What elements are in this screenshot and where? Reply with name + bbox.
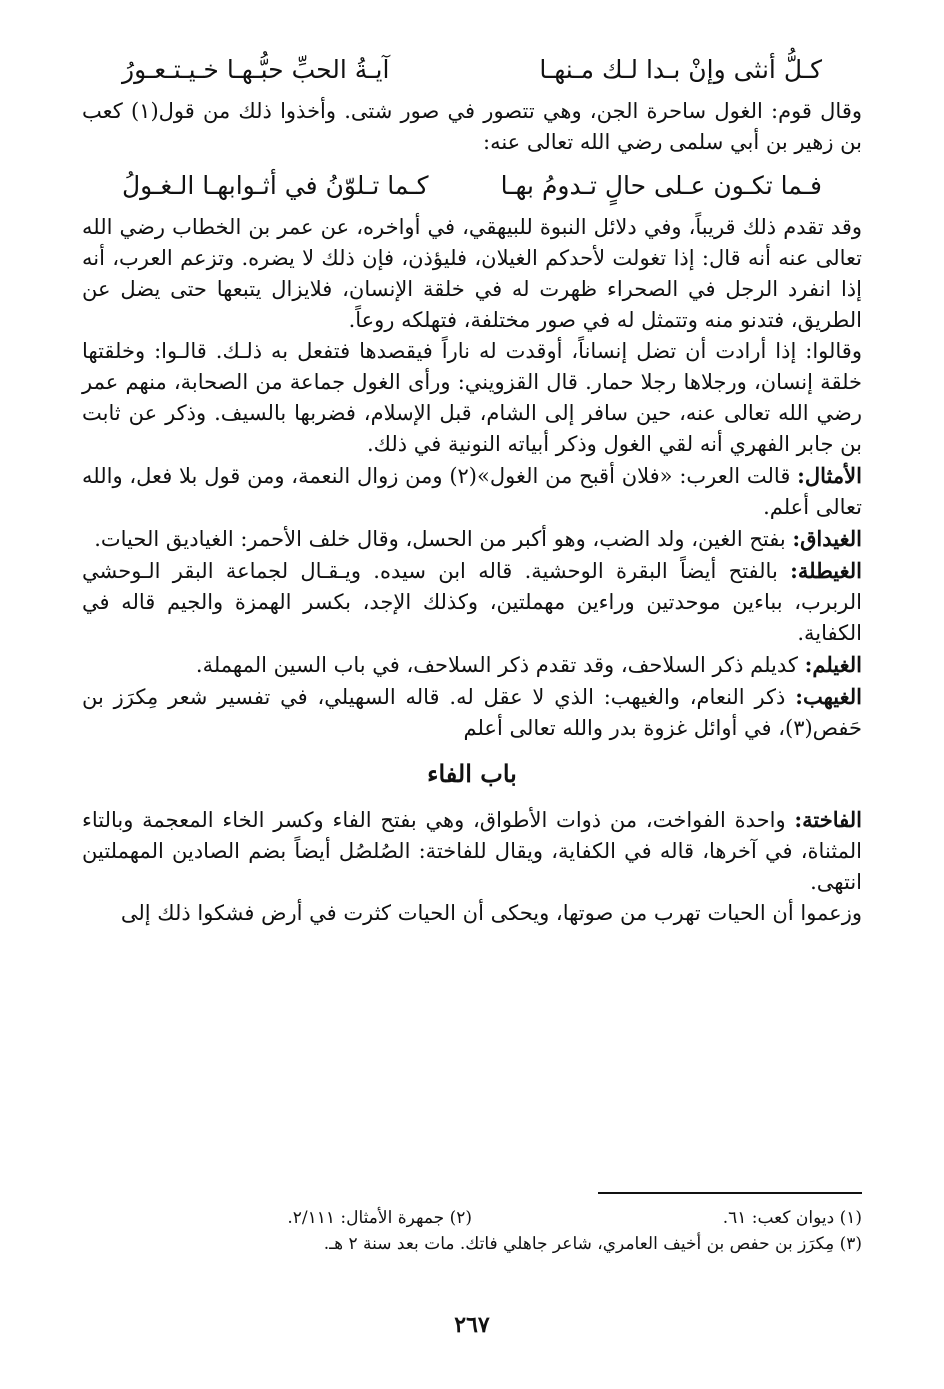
chapter-heading: باب الفاء <box>427 759 517 788</box>
entry-term: الغيطلة: <box>790 558 862 583</box>
verse-2-second-hemistich: كـما تـلوّنُ في أثـوابهـا الـغـولُ <box>122 171 429 200</box>
poem-verse-1 <box>82 52 862 88</box>
poem-verse-2 <box>82 168 862 204</box>
footnote-row <box>82 1205 862 1231</box>
footnote-divider <box>598 1192 862 1194</box>
entry-term: الأمثال: <box>797 463 862 488</box>
entry-ghayhab <box>82 681 862 744</box>
entry-text: ذكر النعام، والغيهب: الذي لا عقل له. قاله السهيلي، في تفسير شعر مِكرَز بن حَفص(٣)، في أوائل غزوة بدر والله تعالى أعلم <box>82 685 862 740</box>
paragraph-snakes: وزعموا أن الحيات تهرب من صوتها، ويحكى أن الحيات كثرت في أرض فشكوا ذلك إلى <box>120 901 862 925</box>
entry-text: قالت العرب: «فلان أقبح من الغول»(٢) ومن زوال النعمة، ومن قول بلا فعل، والله تعالى أعلم. <box>82 464 862 519</box>
entry-text: واحدة الفواخت، من ذوات الأطواق، وهي بفتح الفاء وكسر الخاء المعجمة وبالتاء المثناة، في آخرها، قاله في الكفاية، ويقال للفاختة: الصُلصُل أيضاً بضم الصادين المهملتين انتهى. <box>82 808 862 894</box>
entry-ghaydaq <box>82 523 862 555</box>
entry-proverbs <box>82 460 862 523</box>
footnote-2: (٢) جمهرة الأمثال: ٢/١١١. <box>287 1208 472 1228</box>
entry-text: بالفتح أيضاً البقرة الوحشية. قاله ابن سيده. ويـقـال لجماعة البقر الـوحشي الربرب، بباءين موحدتين وراءين مهملتين، وكذلك الإجد، بكسر الهمزة والجيم قاله في الكفاية. <box>82 559 862 645</box>
verse-1-second-hemistich: آيـةُ الحبِّ حبُّـهـا خـيـتـعـورُ <box>122 55 390 84</box>
footnotes <box>82 1205 862 1257</box>
paragraph-ghoul-sorceress: وقال قوم: الغول ساحرة الجن، وهي تتصور في صور شتى. وأخذوا ذلك من قول(١) كعب بن زهير بن أبي سلمى رضي الله تعالى عنه: <box>82 99 863 154</box>
entry-fakhita <box>82 804 862 898</box>
footnote-3: (٣) مِكرَز بن حفص بن أخيف العامري، شاعر جاهلي فاتك. مات بعد سنة ٢ هـ. <box>323 1234 862 1254</box>
verse-1-first-hemistich: كـلُّ أنثى وإنْ بـدا لـك مـنهـا <box>539 55 822 84</box>
entry-text: بفتح الغين، ولد الضب، وهو أكبر من الحسل، وقال خلف الأحمر: الغياديق الحيات. <box>94 527 786 551</box>
verse-2-first-hemistich: فـما تكـون عـلى حالٍ تـدومُ بهـا <box>500 171 822 200</box>
entry-term: الغيلم: <box>804 652 862 677</box>
page-number: ٢٦٧ <box>454 1312 490 1338</box>
paragraph-bayhaqi: وقد تقدم ذلك قريباً، وفي دلائل النبوة للبيهقي، في أواخره، عن عمر بن الخطاب رضي الله تعالى عنه أنه قال: إذا تغولت لأحدكم الغيلان، فليؤذن، فإن ذلك لا يضره. وتزعم العرب، أنه إذا انفرد الرجل في الصحراء ظهرت له في خلقة الإنسان، فلايزال يتبعها حتى يضل عن الطريق، فتدنو منه وتتمثل له في صور مختلفة، فتهلكه روعاً. <box>82 215 862 332</box>
entry-ghaylam <box>82 649 862 681</box>
entry-ghaytala <box>82 555 862 649</box>
footnote-1: (١) ديوان كعب: ٦١. <box>722 1208 862 1228</box>
entry-term: الفاختة: <box>794 807 862 832</box>
entry-term: الغيهب: <box>795 684 862 709</box>
paragraph-qazwini: وقالوا: إذا أرادت أن تضل إنساناً، أوقدت له ناراً فيقصدها فتفعل به ذلـك. قالـوا: وخلقتها خلقة إنسان، ورجلاها رجلا حمار. قال القزويني: ورأى الغول جماعة من الصحابة، منهم عمر رضي الله تعالى عنه، حين سافر إلى الشام، قبل الإسلام، فضربها بالسيف. وذكر عن ثابت بن جابر الفهري أنه لقي الغول وذكر أبياته النونية في ذلك. <box>82 339 862 456</box>
entry-term: الغيداق: <box>792 526 862 551</box>
entry-text: كديلم ذكر السلاحف، وقد تقدم ذكر السلاحف، في باب السين المهملة. <box>195 653 798 677</box>
